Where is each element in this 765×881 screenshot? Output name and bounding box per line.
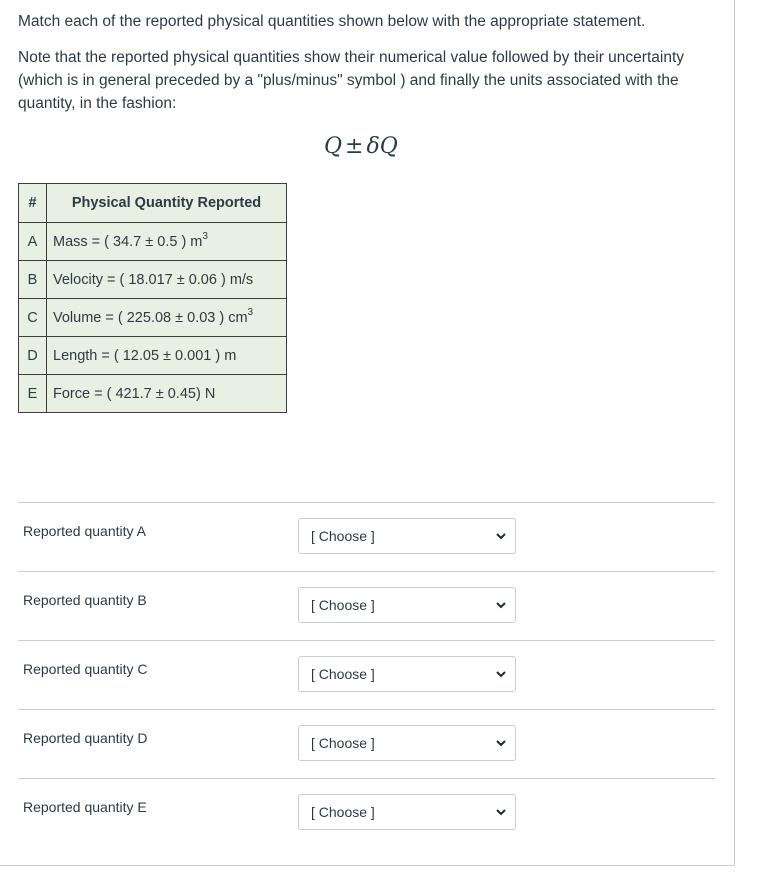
row-letter: A bbox=[19, 223, 47, 261]
match-row bbox=[18, 778, 715, 847]
chevron-down-icon bbox=[495, 599, 507, 611]
row-quantity bbox=[47, 375, 287, 413]
match-row bbox=[18, 571, 715, 640]
formula-quantity: Q bbox=[324, 134, 343, 159]
match-label: Reported quantity C bbox=[23, 661, 148, 677]
match-row bbox=[18, 709, 715, 778]
chevron-down-icon bbox=[495, 530, 507, 542]
formula-uncertainty: δQ bbox=[366, 134, 398, 159]
row-letter: C bbox=[19, 299, 47, 337]
uncertainty-formula bbox=[324, 134, 398, 159]
match-row bbox=[18, 502, 715, 571]
table-row bbox=[19, 223, 287, 261]
header-quantity: Physical Quantity Reported bbox=[47, 184, 287, 223]
answer-select[interactable] bbox=[298, 725, 516, 761]
unit-exponent: 3 bbox=[202, 230, 208, 242]
note-text: Note that the reported physical quantities show their numerical value followed by their uncertainty (which is in general preceded by a "plus/minus" symbol ) and finally the units associated with the quantity, in the fashion: bbox=[18, 49, 685, 112]
table-row bbox=[19, 375, 287, 413]
row-letter: D bbox=[19, 337, 47, 375]
match-row bbox=[18, 640, 715, 709]
chevron-down-icon bbox=[495, 668, 507, 680]
match-list bbox=[18, 502, 715, 847]
quantity-text: Mass = ( 34.7 ± 0.5 ) m bbox=[53, 233, 203, 250]
chevron-down-icon bbox=[495, 806, 507, 818]
quantity-text: Volume = ( 225.08 ± 0.03 ) cm bbox=[53, 309, 248, 326]
select-value: [ Choose ] bbox=[311, 804, 375, 820]
table-row bbox=[19, 337, 287, 375]
row-quantity bbox=[47, 299, 287, 337]
quantity-text: Force = ( 421.7 ± 0.45) N bbox=[53, 385, 216, 402]
select-value: [ Choose ] bbox=[311, 597, 375, 613]
row-quantity bbox=[47, 223, 287, 261]
header-number: # bbox=[19, 184, 47, 223]
row-letter: E bbox=[19, 375, 47, 413]
select-value: [ Choose ] bbox=[311, 528, 375, 544]
answer-select[interactable] bbox=[298, 794, 516, 830]
match-label: Reported quantity D bbox=[23, 730, 148, 746]
match-label: Reported quantity B bbox=[23, 592, 147, 608]
answer-select[interactable] bbox=[298, 656, 516, 692]
quantity-text: Length = ( 12.05 ± 0.001 ) m bbox=[53, 347, 237, 364]
quantity-text: Velocity = ( 18.017 ± 0.06 ) m/s bbox=[53, 271, 254, 288]
select-value: [ Choose ] bbox=[311, 666, 375, 682]
instruction-text: Match each of the reported physical quantities shown below with the appropriate statement. bbox=[18, 13, 646, 30]
match-label: Reported quantity A bbox=[23, 523, 146, 539]
formula-plus-minus: ± bbox=[345, 134, 364, 159]
table-header-row bbox=[19, 184, 287, 223]
row-letter: B bbox=[19, 261, 47, 299]
select-value: [ Choose ] bbox=[311, 735, 375, 751]
table-row bbox=[19, 261, 287, 299]
quantities-table bbox=[18, 183, 287, 413]
match-label: Reported quantity E bbox=[23, 799, 147, 815]
answer-select[interactable] bbox=[298, 587, 516, 623]
table-row bbox=[19, 299, 287, 337]
unit-exponent: 3 bbox=[247, 306, 254, 318]
row-quantity bbox=[47, 261, 287, 299]
answer-select[interactable] bbox=[298, 518, 516, 554]
chevron-down-icon bbox=[495, 737, 507, 749]
row-quantity bbox=[47, 337, 287, 375]
